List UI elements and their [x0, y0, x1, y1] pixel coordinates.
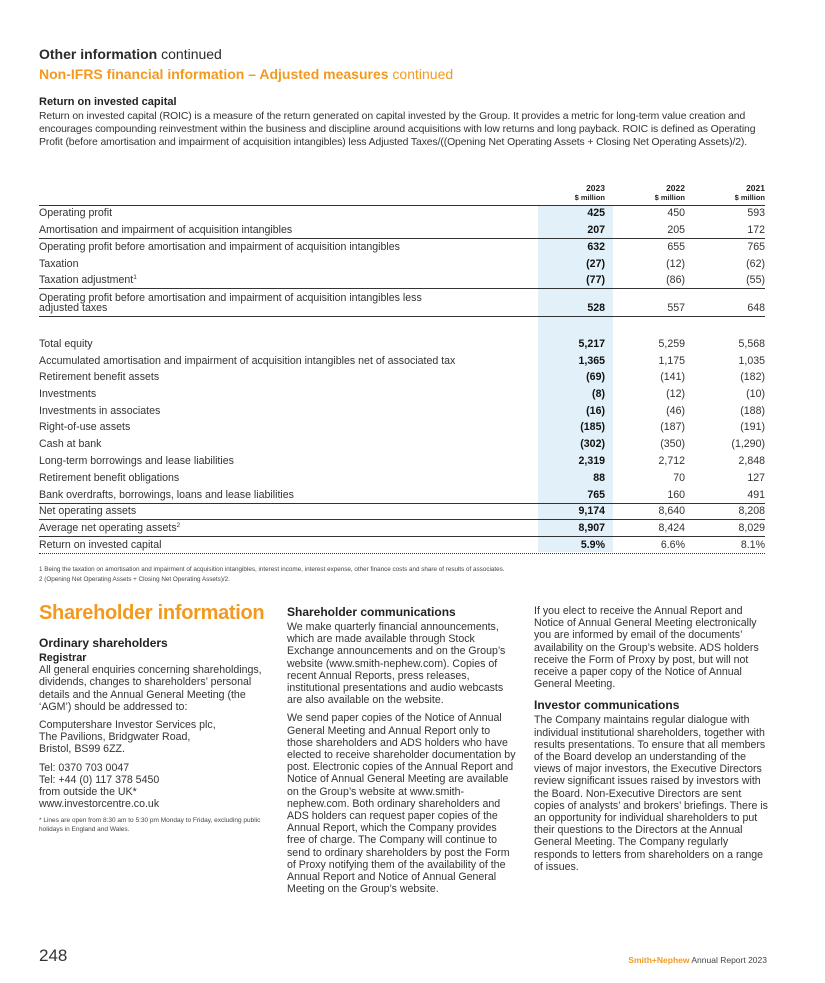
cell-2023: (77) [586, 274, 605, 286]
cell-2022: (12) [666, 258, 685, 270]
shareholder-comms-p2: We send paper copies of the Notice of Annual General Meeting and Annual Report only to those shareholders and ADS holders who have elected to receive shareholder documentation by post. Electronic copies of the Annual Report and Notice of Annual General Meeting are available on the Group’s website at www.smith-nephew.com. Both ordinary shareholders and ADS holders can request paper copies of the Annual Report, which the Company provides free of charge. The Company will continue to send to ordinary shareholders by post the Form of Proxy notifying them of the availability of the Annual Report and Notice of Annual General Meeting on the Group’s website. [287, 712, 516, 896]
cell-2021: (182) [740, 371, 765, 383]
cell-2021: 8.1% [740, 539, 765, 551]
row-label: Long-term borrowings and lease liabilities [39, 455, 234, 467]
cell-2023: (302) [580, 438, 605, 450]
footer-brand: Smith+Nephew Annual Report 2023 [628, 955, 767, 965]
table-rule [39, 205, 765, 206]
table-rule [39, 536, 765, 537]
table-rule [39, 288, 765, 289]
cell-2021: (55) [746, 274, 765, 286]
row-label: Retirement benefit obligations [39, 472, 180, 484]
cell-2023: 1,365 [578, 355, 605, 367]
footnote-2: 2 (Opening Net Operating Assets + Closing Net Operating Assets)/2. [39, 576, 230, 583]
row-label: Cash at bank [39, 438, 102, 450]
col-header-2021: 2021 $ million [734, 183, 765, 202]
cell-2023: (185) [580, 421, 605, 433]
cell-2023: (16) [586, 405, 605, 417]
cell-2021: (191) [740, 421, 765, 433]
row-label: Bank overdrafts, borrowings, loans and lease liabilities [39, 489, 294, 501]
row-label: Retirement benefit assets [39, 371, 160, 383]
row-label: Right-of-use assets [39, 421, 131, 433]
cell-2021: (188) [740, 405, 765, 417]
column-left [39, 636, 267, 840]
cell-2022: 655 [667, 241, 685, 253]
shareholder-comms-p1: We make quarterly financial announcements, which are made available through Stock Exchange announcements and on the Group’s website (www.smith-nephew.com). Copies of recent Annual Reports, press releases, institutional presentations and audio webcasts are also available on the website. [287, 621, 506, 707]
row-label: Operating profit before amortisation and impairment of acquisition intangibles [39, 241, 400, 253]
cell-2022: 160 [667, 489, 685, 501]
table-rule [39, 503, 765, 504]
cell-2021: (10) [746, 388, 765, 400]
cell-2023: 5,217 [578, 338, 605, 350]
cell-2023: 528 [587, 302, 605, 314]
table-rule [39, 238, 765, 239]
cell-2021: 765 [747, 241, 765, 253]
roic-title: Return on invested capital [39, 96, 177, 108]
cell-2022: 70 [673, 472, 685, 484]
cell-2021: 2,848 [738, 455, 765, 467]
row-label: Investments [39, 388, 97, 400]
investor-comms-heading: Investor communications [534, 698, 680, 713]
cell-2022: 8,424 [658, 522, 685, 534]
footnote-ref: 2 [176, 522, 181, 529]
registrar-contact: Tel: 0370 703 0047 Tel: +44 (0) 117 378 5450 from outside the UK* www.investorcentre.co.uk [39, 761, 160, 811]
investor-comms-text: The Company maintains regular dialogue with individual institutional shareholders, together with results presentations. To ensure that all members of the Board develop an understanding of the views of major investors, the Executive Directors review significant issues raised by investors with the Board. Non-Executive Directors are sent copies of analysts’ and brokers’ briefings. There is an opportunity for individual shareholders to put their questions to the Directors at the Annual General Meeting. The Company regularly responds to letters from shareholders on a range of issues. [534, 714, 768, 873]
registrar-heading: Registrar [39, 652, 87, 664]
cell-2023: 5.9% [580, 539, 605, 551]
shareholder-comms-p3: If you elect to receive the Annual Report and Notice of Annual General Meeting electronically you are informed by email of the documents’ availability on the Group’s website. ADS holders receive the Form of Proxy by post, but will not receive a paper copy of the Notice of Annual General Meeting. [534, 605, 759, 691]
row-label: Taxation adjustment$^1$ [39, 274, 137, 286]
cell-2022: 205 [667, 224, 685, 236]
cell-2022: 1,175 [658, 355, 685, 367]
cell-2021: 172 [747, 224, 765, 236]
ordinary-heading: Ordinary shareholders [39, 636, 168, 650]
cell-2023: (8) [592, 388, 605, 400]
row-label: Taxation [39, 258, 79, 270]
cell-2021: (1,290) [731, 438, 765, 450]
row-label: Operating profit [39, 207, 113, 219]
row-label: Net operating assets [39, 505, 137, 517]
cell-2022: (350) [660, 438, 685, 450]
cell-2022: 2,712 [658, 455, 685, 467]
cell-2022: 450 [667, 207, 685, 219]
cell-2021: 8,029 [738, 522, 765, 534]
row-label: Accumulated amortisation and impairment of acquisition intangibles net of associated tax [39, 355, 456, 367]
table-rule [39, 316, 765, 317]
cell-2023: 765 [587, 489, 605, 501]
cell-2023: 9,174 [578, 505, 605, 517]
cell-2022: 6.6% [660, 539, 685, 551]
row-label: Investments in associates [39, 405, 161, 417]
cell-2023: (69) [586, 371, 605, 383]
row-label: Average net operating assets$^2$ [39, 522, 181, 534]
section-heading: Other information continued [39, 46, 222, 62]
column-right [534, 605, 769, 879]
registrar-text: All general enquiries concerning shareholdings, dividends, changes to shareholders’ personal details and the Annual General Meeting (the ‘AGM’) should be addressed to: [39, 664, 262, 713]
footnote-1: 1 Being the taxation on amortisation and impairment of acquisition intangibles, interest income, interest expense, other finance costs and share of results of associates. [39, 566, 505, 573]
column-middle [287, 605, 517, 901]
row-label: Amortisation and impairment of acquisition intangibles [39, 224, 293, 236]
cell-2023: 8,907 [578, 522, 605, 534]
shareholder-comms-heading: Shareholder communications [287, 605, 456, 619]
cell-2023: (27) [586, 258, 605, 270]
cell-2021: (62) [746, 258, 765, 270]
row-label-cont: adjusted taxes [39, 302, 108, 314]
cell-2023: 632 [587, 241, 605, 253]
row-label: Total equity [39, 338, 93, 350]
cell-2022: (86) [666, 274, 685, 286]
cell-2022: 8,640 [658, 505, 685, 517]
cell-2022: 557 [667, 302, 685, 314]
row-label: Return on invested capital [39, 539, 162, 551]
cell-2022: (187) [660, 421, 685, 433]
opening-hours-note: * Lines are open from 8:30 am to 5:30 pm Monday to Friday, excluding public holidays in England and Wales. [39, 817, 261, 834]
cell-2022: (46) [666, 405, 685, 417]
registrar-website-link[interactable]: www.investorcentre.co.uk [39, 798, 160, 811]
table-rule [39, 553, 765, 554]
brand-logo-text: Smith+Nephew [628, 955, 690, 965]
page-number: 248 [39, 946, 68, 965]
cell-2023: 207 [587, 224, 605, 236]
cell-2021: 1,035 [738, 355, 765, 367]
table-rule [39, 519, 765, 520]
cell-2023: 2,319 [578, 455, 605, 467]
roic-intro: Return on invested capital (ROIC) is a measure of the return generated on capital invested by the Group. It provides a metric for long-term value creation and encourages compounding reinvestment within the business and discipline around acquisitions with low returns and long payback. ROIC is defined as Operating Profit (before amortisation and impairment of acquisition intangibles) less Adjusted Taxes/((Opening Net Operating Assets + Closing Net Operating Assets)/2). [39, 111, 756, 148]
cell-2021: 491 [747, 489, 765, 501]
cell-2022: (12) [666, 388, 685, 400]
shareholder-title: Shareholder information [39, 602, 265, 624]
col-header-2022: 2022 $ million [654, 183, 685, 202]
footnote-ref: 1 [133, 274, 137, 281]
col-header-2023: 2023 $ million [574, 183, 605, 202]
cell-2021: 127 [747, 472, 765, 484]
cell-2021: 5,568 [738, 338, 765, 350]
section-subheading: Non-IFRS financial information – Adjusted measures continued [39, 66, 454, 82]
cell-2021: 593 [747, 207, 765, 219]
cell-2021: 8,208 [738, 505, 765, 517]
cell-2023: 88 [593, 472, 605, 484]
registrar-address: Computershare Investor Services plc, The Pavilions, Bridgwater Road, Bristol, BS99 6ZZ. [39, 719, 216, 756]
cell-2022: (141) [660, 371, 685, 383]
cell-2023: 425 [587, 207, 605, 219]
cell-2021: 648 [747, 302, 765, 314]
row-label: Operating profit before amortisation and impairment of acquisition intangibles less [39, 292, 422, 304]
cell-2022: 5,259 [658, 338, 685, 350]
